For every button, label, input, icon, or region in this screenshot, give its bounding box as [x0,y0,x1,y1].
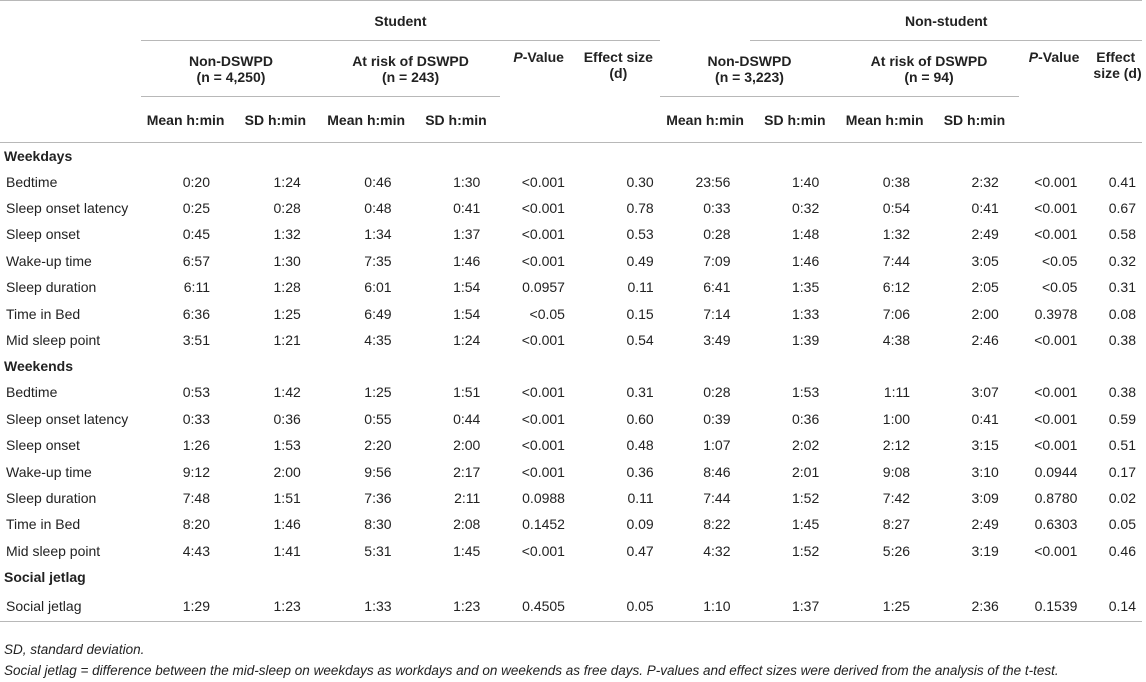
row-label: Sleep onset latency [6,200,129,217]
section-title: Social jetlag [4,568,86,585]
table-cell: 7:14 [703,305,731,322]
table-row [0,432,1142,458]
table-cell: 0.47 [626,542,654,559]
table-cell: 0:38 [882,173,911,190]
table-cell: <0.001 [1034,173,1078,190]
row-label: Bedtime [6,173,58,190]
table-cell: 1:00 [882,410,911,427]
table-cell: <0.05 [1041,252,1078,269]
table-cell: 1:30 [273,252,301,269]
table-cell: 0.17 [1108,463,1136,480]
table-cell: 2:05 [971,279,999,296]
footnote-sd: SD, standard deviation. [4,642,145,657]
table-cell: 9:08 [882,463,911,480]
table-cell: 3:05 [971,252,999,269]
table-cell: 0.46 [1108,542,1136,559]
section-title: Weekdays [4,147,73,164]
table-row [0,379,1142,405]
table-cell: 1:34 [364,226,392,243]
table-cell: 1:10 [660,590,751,622]
table-cell: <0.001 [521,332,565,349]
table-cell: 1:26 [182,437,210,454]
table-cell: <0.001 [1034,226,1078,243]
table-cell: 2:08 [453,516,481,533]
table-cell: 0.31 [626,384,654,401]
col-student-effect: Effect size (d) [583,49,653,81]
subcol-mean: Mean h:min [845,111,924,128]
table-cell: 0:39 [703,410,731,427]
table-cell: 0:33 [703,200,731,217]
table-cell: 4:32 [703,542,731,559]
subcol-sd: SD h:min [244,111,307,128]
table-cell: 1:46 [273,516,301,533]
table-cell: 1:52 [792,542,820,559]
table-cell: 2:32 [971,173,999,190]
row-label: Mid sleep point [6,542,101,559]
table-cell: 7:44 [882,252,911,269]
table-cell: 8:22 [703,516,731,533]
table-cell: 2:02 [792,437,820,454]
table-cell: 2:46 [971,332,999,349]
subcol-mean: Mean h:min [146,111,225,128]
table-cell: 1:25 [839,590,930,622]
table-row [0,538,1142,564]
table-cell: 0:33 [182,410,210,427]
table-cell: 4:35 [364,332,392,349]
table-cell: 0.38 [1108,332,1136,349]
row-label: Sleep onset [6,226,80,243]
table-cell: <0.05 [1041,279,1078,296]
table-cell: 3:07 [971,384,999,401]
row-label: Social jetlag [0,590,141,622]
table-cell: 3:49 [703,332,731,349]
table-cell: 0.78 [626,200,654,217]
table-cell: 7:44 [703,489,731,506]
table-cell: 0:48 [364,200,392,217]
table-row [0,221,1142,247]
table-cell: 2:20 [364,437,392,454]
table-cell: 0.38 [1108,384,1136,401]
table-cell: 7:36 [364,489,392,506]
table-cell: 0.1539 [1019,590,1090,622]
table-cell: 1:45 [453,542,481,559]
table-cell: 0.08 [1108,305,1136,322]
col-nonstudent-nondswpd: Non-DSWPD (n = 3,223) [660,41,840,97]
table-row [0,195,1142,221]
table-cell: 1:54 [453,279,481,296]
table-cell: <0.001 [521,200,565,217]
table-cell: 2:36 [930,590,1019,622]
table-cell: 0.0944 [1034,463,1078,480]
table-cell: 0:41 [453,200,481,217]
table-cell: 0:28 [273,200,301,217]
table-cell: 0.58 [1108,226,1136,243]
section-title: Weekends [4,358,73,375]
table-cell: 3:09 [971,489,999,506]
table-cell: 7:09 [703,252,731,269]
col-student-nondswpd: Non-DSWPD (n = 4,250) [141,41,321,97]
table-cell: 7:06 [882,305,911,322]
group-nonstudent: Non-student [750,1,1142,41]
table-cell: 8:27 [882,516,911,533]
table-cell: 0:25 [182,200,210,217]
table-row [0,406,1142,432]
table-cell: 1:51 [273,489,301,506]
table-cell: 0.6303 [1034,516,1078,533]
col-student-pvalue: P-Value [513,49,564,65]
table-cell: 1:28 [273,279,301,296]
table-cell: 2:00 [273,463,301,480]
table-cell: 7:35 [364,252,392,269]
table-cell: 0:41 [971,200,999,217]
table-cell: <0.001 [1034,410,1078,427]
table-cell: <0.001 [1034,542,1078,559]
table-cell: 1:33 [321,590,412,622]
table-cell: 1:07 [703,437,731,454]
table-cell: 1:52 [792,489,820,506]
table-cell: 0.8780 [1034,489,1078,506]
table-cell: <0.001 [1034,200,1078,217]
table-cell: 3:10 [971,463,999,480]
table-cell: 1:45 [792,516,820,533]
section-row [0,564,1142,590]
table-cell: 8:30 [364,516,392,533]
table-cell: <0.001 [521,542,565,559]
table-cell: 1:25 [364,384,392,401]
table-cell: 0.59 [1108,410,1136,427]
table-cell: 8:46 [703,463,731,480]
table-cell: <0.001 [521,463,565,480]
group-student: Student [141,1,659,41]
table-cell: 0.60 [626,410,654,427]
row-label: Time in Bed [6,305,81,322]
table-cell: 0.48 [626,437,654,454]
table-cell: 0:36 [792,410,820,427]
col-nonstudent-effect: Effect size (d) [1093,49,1142,81]
table-cell: 1:40 [792,173,820,190]
table-cell: 9:56 [364,463,392,480]
table-cell: 0:32 [792,200,820,217]
table-cell: 1:37 [750,590,839,622]
table-cell: 8:20 [182,516,210,533]
row-label: Sleep onset [6,437,80,454]
table-row [0,274,1142,300]
table-cell: 0:54 [882,200,911,217]
table-cell: 2:01 [792,463,820,480]
table-cell: 1:11 [883,384,911,401]
table-cell: 0.3978 [1034,305,1078,322]
table-cell: 6:12 [882,279,911,296]
row-label: Sleep duration [6,279,97,296]
table-cell: 0:41 [971,410,999,427]
table-cell: 1:51 [453,384,481,401]
table-cell: 1:32 [273,226,301,243]
table-cell: 6:41 [703,279,731,296]
table-row [0,300,1142,326]
table-cell: 0:20 [182,173,210,190]
section-row [0,353,1142,379]
table-cell: 1:41 [273,542,301,559]
section-row [0,143,1142,169]
table-cell: 0.11 [627,489,654,506]
row-label: Sleep onset latency [6,410,129,427]
table-cell: 1:30 [453,173,481,190]
table-cell: 3:51 [182,332,210,349]
table-cell: 0.02 [1108,489,1136,506]
subcol-sd: SD h:min [425,111,487,128]
table-cell: 0.32 [1108,252,1136,269]
table-cell: 0.15 [626,305,654,322]
table-cell: 0:53 [182,384,210,401]
table-cell: <0.001 [1034,437,1078,454]
table-cell: 0.53 [626,226,654,243]
table-cell: 1:46 [453,252,481,269]
n-label: (n = 4,250) [196,68,266,85]
table-cell: 0.4505 [500,590,577,622]
table-cell: 1:21 [273,332,301,349]
row-label: Sleep duration [6,489,97,506]
table-cell: 0.14 [1089,590,1142,622]
row-label: Wake-up time [6,463,92,480]
table-cell: 23:56 [695,173,731,190]
table-cell: 0:55 [364,410,392,427]
table-cell: 2:49 [971,516,999,533]
col-student-risk: At risk of DSWPD (n = 243) [321,41,501,97]
table-cell: 1:24 [453,332,481,349]
table-cell: 0.51 [1108,437,1136,454]
table-cell: 0.67 [1108,200,1136,217]
footnote-jetlag: Social jetlag = difference between the mid-sleep on weekdays as workdays and on weekends as free days. P-values and effect sizes were derived from the analysis of the t-test. [4,663,1059,678]
row-label: Mid sleep point [6,332,101,349]
table-cell: <0.001 [521,437,565,454]
table-cell: <0.001 [521,226,565,243]
table-cell: 0:44 [453,410,481,427]
table-cell: <0.001 [521,173,565,190]
table-cell: 2:49 [971,226,999,243]
table-cell: 1:33 [792,305,820,322]
table-cell: 5:26 [882,542,911,559]
table-cell: 6:01 [364,279,392,296]
table-cell: 6:49 [364,305,392,322]
table-cell: 2:11 [454,489,481,506]
table-cell: 0.30 [626,173,654,190]
col-nonstudent-pvalue: P-Value [1028,49,1080,65]
table-cell: 1:32 [882,226,911,243]
subcol-mean: Mean h:min [327,111,406,128]
table-cell: 6:11 [183,279,210,296]
table-cell: 0.1452 [522,516,565,533]
table-cell: 3:19 [971,542,999,559]
table-cell: 1:23 [230,590,321,622]
table-cell: 7:42 [882,489,911,506]
table-cell: 0.36 [626,463,654,480]
table-cell: 0.54 [626,332,654,349]
table-cell: 1:35 [792,279,820,296]
table-row [0,327,1142,353]
table-cell: 0:45 [182,226,210,243]
table-cell: 2:00 [453,437,481,454]
table-cell: 0:46 [364,173,392,190]
table-cell: 0.09 [626,516,654,533]
table-cell: 1:39 [792,332,820,349]
table-cell: 1:53 [792,384,820,401]
table-row [0,458,1142,484]
table-cell: 0.49 [626,252,654,269]
table-cell: 6:36 [182,305,210,322]
table-cell: 1:24 [273,173,301,190]
table-cell: 0.41 [1108,173,1136,190]
table-cell: 1:46 [792,252,820,269]
table-cell: 1:37 [453,226,481,243]
table-cell: 4:43 [182,542,210,559]
table-cell: 2:00 [971,305,999,322]
table-cell: 0.05 [577,590,660,622]
table-cell: 0.05 [1108,516,1136,533]
n-label: (n = 3,223) [715,68,784,85]
table-row [0,511,1142,537]
table-cell: <0.05 [529,305,565,322]
row-label: Time in Bed [6,516,81,533]
table-cell: 4:38 [882,332,911,349]
table-cell: 1:42 [273,384,301,401]
table-cell: 1:54 [453,305,481,322]
table-cell: 2:17 [453,463,481,480]
subcol-mean: Mean h:min [666,111,744,128]
table-row [0,590,1142,622]
table-cell: <0.001 [521,384,565,401]
table-body [0,143,1142,622]
table-row [0,169,1142,195]
subcol-sd: SD h:min [764,111,826,128]
table-row [0,485,1142,511]
table-cell: <0.001 [1034,384,1078,401]
table-cell: 1:53 [273,437,301,454]
table-cell: 1:23 [412,590,501,622]
table-cell: 0:28 [703,226,731,243]
table-cell: <0.001 [521,252,565,269]
subcol-sd: SD h:min [943,111,1006,128]
n-label: (n = 94) [904,68,954,85]
table-cell: 7:48 [182,489,210,506]
table-cell: 9:12 [182,463,210,480]
table-cell: 1:25 [273,305,301,322]
col-nonstudent-risk: At risk of DSWPD (n = 94) [839,41,1019,97]
table-cell: <0.001 [1034,332,1078,349]
table-cell: 0.0988 [522,489,565,506]
table-cell: 0.0957 [522,279,565,296]
table-row [0,248,1142,274]
table-cell: 5:31 [364,542,392,559]
row-label: Wake-up time [6,252,92,269]
table-cell: 0.31 [1108,279,1136,296]
table-cell: 6:57 [182,252,210,269]
table-cell: 1:29 [141,590,230,622]
table-cell: 3:15 [971,437,999,454]
table-cell: 1:48 [792,226,820,243]
table-cell: <0.001 [521,410,565,427]
table-cell: 0.11 [627,279,654,296]
n-label: (n = 243) [381,68,440,85]
table-cell: 2:12 [882,437,911,454]
table-cell: 0:36 [273,410,301,427]
table-cell: 0:28 [703,384,731,401]
row-label: Bedtime [6,384,58,401]
